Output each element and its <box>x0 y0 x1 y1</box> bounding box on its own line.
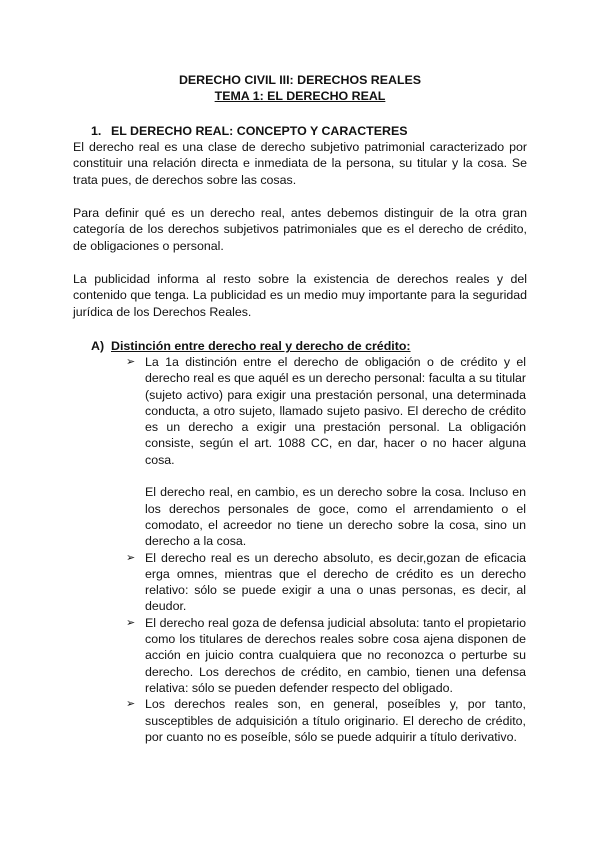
paragraph-2: Para definir qué es un derecho real, antes debemos distinguir de la otra gran categoría de los derechos subjetivos patrimoniales que es el derecho de crédito, de obligaciones o personal. <box>73 206 527 253</box>
arrow-bullet-icon: ➢ <box>126 615 136 629</box>
subsection-a-heading <box>91 338 411 354</box>
arrow-bullet-icon: ➢ <box>126 355 136 368</box>
subsection-a-label: A) <box>91 339 105 353</box>
paragraph-3: La publicidad informa al resto sobre la existencia de derechos reales y del contenido que tenga. La publicidad es un medio muy importante para la seguridad jurídica de los Derechos Reales. <box>73 272 527 319</box>
document-subtitle: TEMA 1: EL DERECHO REAL <box>214 89 386 104</box>
document-title: DERECHO CIVIL III: DERECHOS REALES <box>178 73 422 87</box>
subsection-a-heading-text: Distinción entre derecho real y derecho de crédito: <box>111 339 411 353</box>
list-item <box>126 550 526 615</box>
list-item-text: El derecho real goza de defensa judicial absoluta: tanto el propietario como los titulares de derechos reales sobre cosa ajena disponen de acción en juicio contra cualquiera que no reconozca o perturbe su derecho. Los derechos de crédito, en cambio, tienen una defensa relativa: sólo se pueden defender respecto del obligado. <box>145 615 526 695</box>
arrow-bullet-icon: ➢ <box>126 697 136 711</box>
list-item-text: El derecho real es un derecho absoluto, es decir,gozan de eficacia erga omnes, mientras que el derecho de crédito es un derecho relativo: sólo se puede exigir a una o unas personas, es decir, al deudor. <box>145 550 526 614</box>
section-1-heading-text: EL DERECHO REAL: CONCEPTO Y CARACTERES <box>111 124 408 138</box>
paragraph-1: El derecho real es una clase de derecho subjetivo patrimonial caracterizado por constituir una relación directa e inmediata de la persona, su titular y la cosa. Se trata pues, de derechos sobre las cosas. <box>73 140 527 187</box>
list-item-text: Los derechos reales son, en general, poseíbles y, por tanto, susceptibles de adquisición a título originario. El derecho de crédito, por cuanto no es poseíble, sólo se puede adquirir a título derivativo. <box>145 697 526 744</box>
list-item <box>126 696 526 745</box>
list-item-text-continued: El derecho real, en cambio, es un derecho sobre la cosa. Incluso en los derechos personales de goce, como el arrendamiento o el comodato, el acreedor no tiene un derecho sobre la cosa, sino un derecho a la cosa. <box>145 485 526 549</box>
list-item-text: La 1a distinción entre el derecho de obligación o de crédito y el derecho real es que aquél es un derecho personal: faculta a su titular (sujeto activo) para exigir una prestación personal, una determinada conducta, a otro sujeto, llamado sujeto pasivo. El derecho de crédito es un derecho a exigir una prestación personal. La obligación consiste, según el art. 1088 CC, en dar, hacer o no hacer alguna cosa. <box>145 355 526 467</box>
document-title-block <box>0 72 600 105</box>
section-1-number: 1. <box>91 124 102 138</box>
arrow-bullet-icon: ➢ <box>126 550 136 564</box>
distinction-list <box>126 354 526 745</box>
list-item <box>126 615 526 696</box>
section-1-heading <box>91 123 408 139</box>
list-item <box>126 354 526 550</box>
